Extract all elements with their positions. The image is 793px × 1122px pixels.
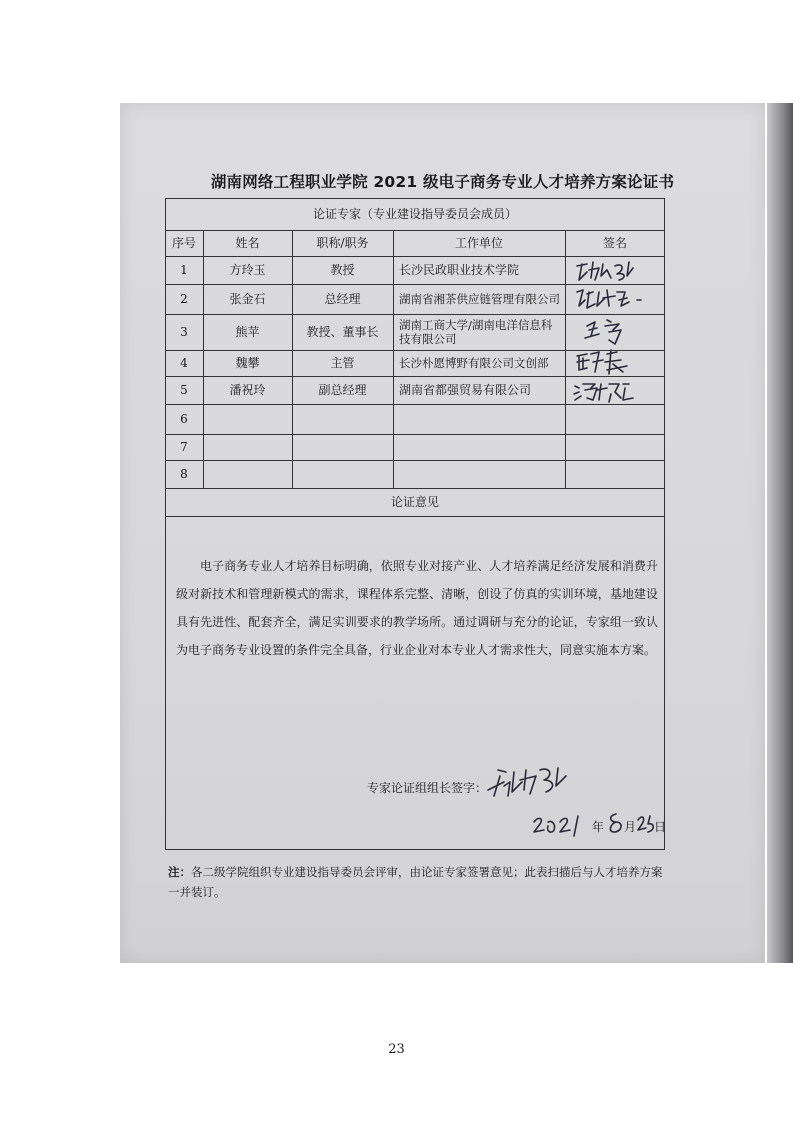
opinion-text: 电子商务专业人才培养目标明确，依照专业对接产业、人才培养满足经济发展和消费升级对新技术和管理新模式的需求，课程体系完整、清晰，创设了仿真的实训环境，基地建设具有先进性、配套齐全，满足实训要求的教学场所。通过调研与充分的论证，专家组一致认为电子商务专业设置的条件完全具备，行业企业对本专业人才需求性大，同意实施本方案。: [176, 559, 658, 657]
row-5-org: 湖南省都强贸易有限公司: [399, 383, 532, 397]
signature-2: [573, 286, 653, 312]
document-title: 湖南网络工程职业学院 2021 级电子商务专业人才培养方案论证书: [210, 173, 675, 191]
row-5-no: 5: [180, 383, 188, 397]
row-4-name: 魏攀: [235, 356, 260, 370]
row-3-no: 3: [180, 325, 188, 339]
footnote: [168, 862, 663, 902]
col-header-signature: 签名: [602, 236, 627, 250]
leader-signature: [484, 762, 584, 802]
page-number: 23: [388, 1042, 405, 1057]
row-3-title: 教授、董事长: [306, 325, 379, 339]
row-2-org: 湖南省湘茶供应链管理有限公司: [399, 292, 560, 306]
date-day-label: 日: [654, 820, 667, 834]
row-4-title: 主管: [330, 356, 355, 370]
leader-signature-label: 专家论证组组长签字：: [367, 781, 488, 795]
row-2-no: 2: [180, 292, 188, 306]
date-year-label: 年: [592, 820, 605, 834]
col-header-title: 职称/职务: [316, 236, 369, 250]
row-1-title: 教授: [330, 263, 355, 277]
expert-table: [165, 198, 665, 850]
row-1-org: 长沙民政职业技术学院: [399, 263, 520, 277]
row-5-title: 副总经理: [318, 383, 367, 397]
signature-3: [581, 314, 641, 350]
footnote-text: 各二级学院组织专业建设指导委员会评审，由论证专家签署意见；此表扫描后与人才培养方案一并装订。: [168, 865, 663, 899]
experts-header: 论证专家（专业建设指导委员会成员）: [312, 207, 517, 221]
scanner-edge-shadow: [767, 103, 793, 963]
row-4-org: 长沙朴愿博野有限公司文创部: [399, 356, 549, 370]
signing-date: [530, 810, 670, 840]
row-7-no: 7: [180, 440, 188, 454]
date-month-label: 月: [624, 820, 637, 834]
signature-1: [573, 258, 643, 284]
signature-5: [571, 378, 641, 404]
row-2-name: 张金石: [229, 292, 266, 306]
opinion-header: 论证意见: [390, 495, 439, 509]
row-4-no: 4: [180, 356, 188, 370]
row-8-no: 8: [180, 467, 188, 481]
footnote-label: 注：: [168, 865, 191, 879]
date-year-handwriting: [530, 810, 590, 840]
row-3-org: 湖南工商大学/湖南电洋信息科技有限公司: [399, 318, 553, 346]
date-month-handwriting: [606, 810, 626, 840]
col-header-no: 序号: [171, 236, 196, 250]
row-1-name: 方玲玉: [229, 263, 266, 277]
signature-4: [573, 348, 643, 378]
row-6-no: 6: [180, 412, 188, 426]
col-header-org: 工作单位: [454, 236, 503, 250]
row-3-name: 熊苹: [235, 325, 260, 339]
row-1-no: 1: [180, 263, 188, 277]
col-header-name: 姓名: [235, 236, 260, 250]
row-5-name: 潘祝玲: [229, 383, 266, 397]
row-2-title: 总经理: [324, 292, 361, 306]
